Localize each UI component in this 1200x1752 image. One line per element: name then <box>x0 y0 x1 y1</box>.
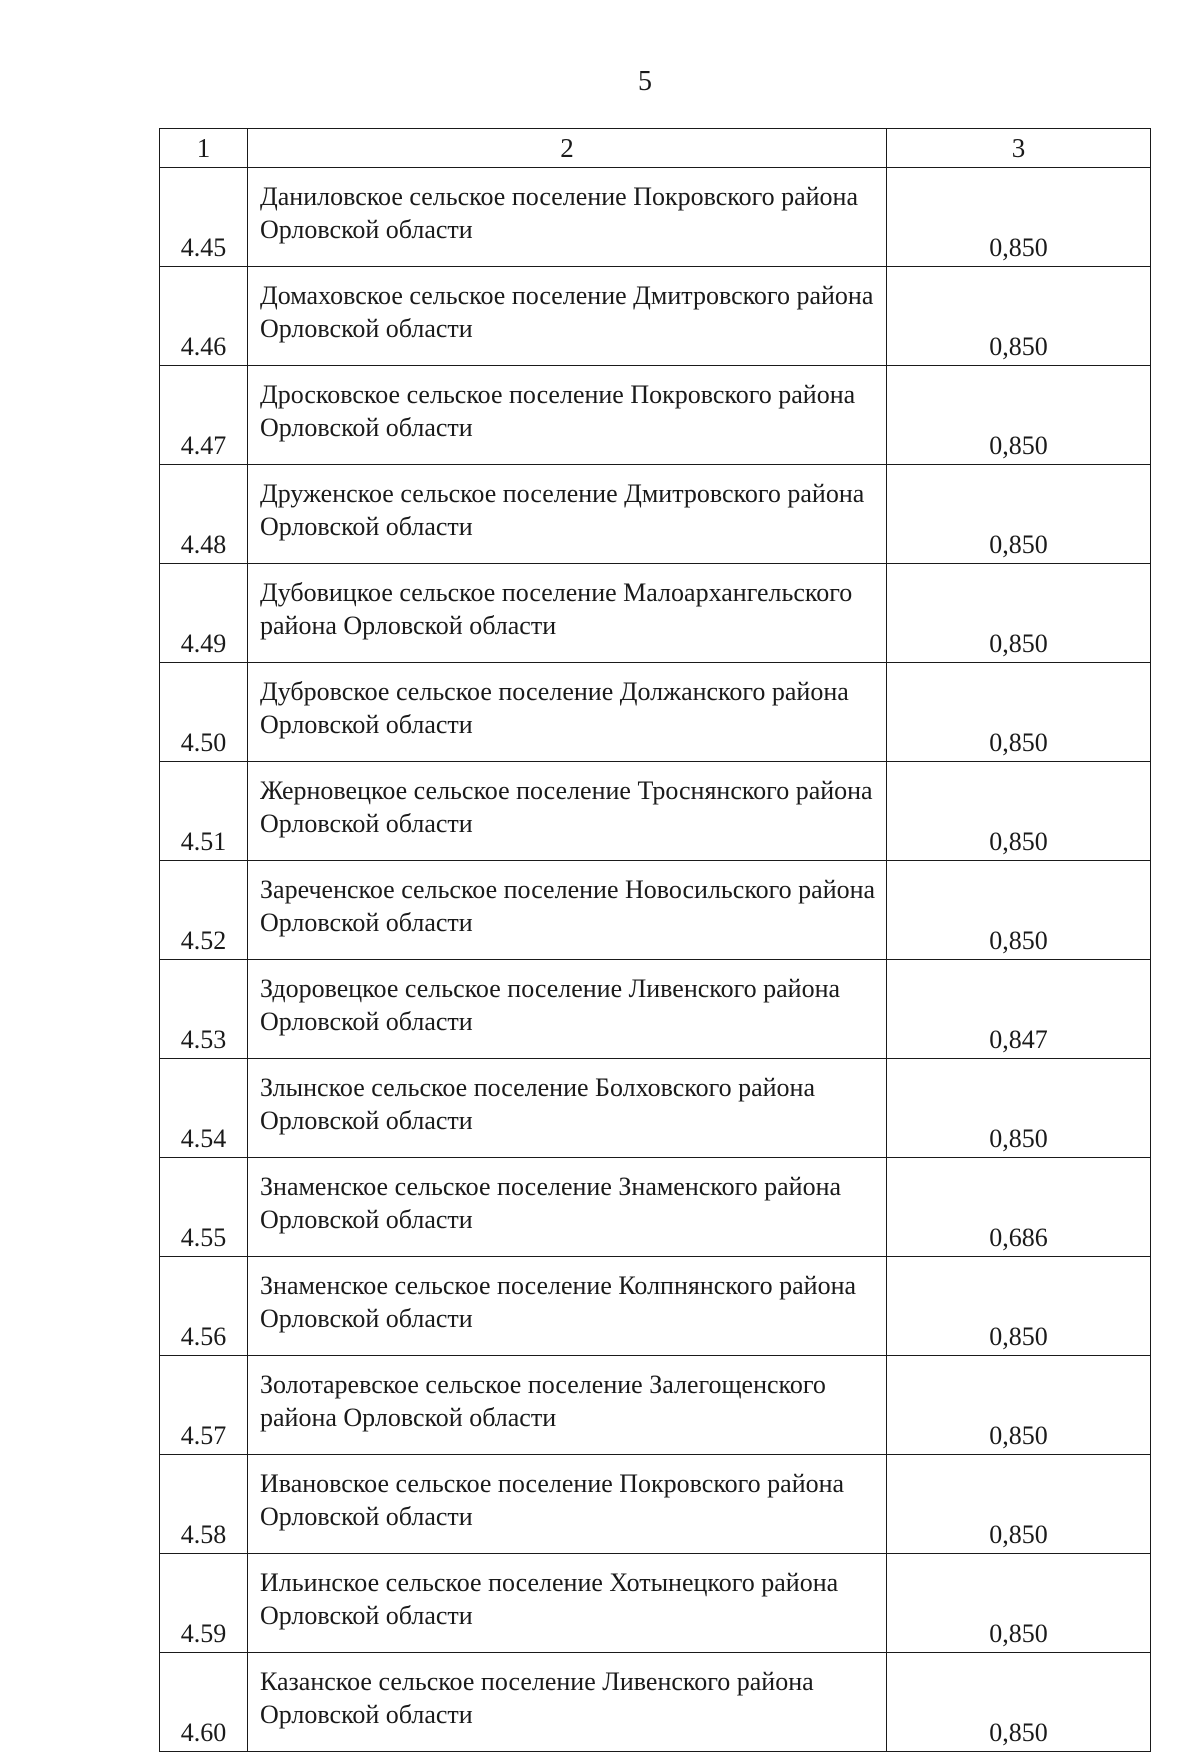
coefficient-value-cell: 0,850 <box>887 564 1151 663</box>
page-number: 5 <box>638 66 652 97</box>
coefficient-value-cell: 0,850 <box>887 861 1151 960</box>
header-cell-2: 2 <box>248 129 887 168</box>
row-number-cell: 4.55 <box>160 1158 248 1257</box>
coefficient-value-cell: 0,850 <box>887 1356 1151 1455</box>
table-row <box>160 762 1151 861</box>
coefficient-value-cell: 0,850 <box>887 366 1151 465</box>
table-row <box>160 1554 1151 1653</box>
header-cell-1: 1 <box>160 129 248 168</box>
coefficient-value-cell: 0,850 <box>887 1059 1151 1158</box>
settlement-name-cell: Домаховское сельское поселение Дмитровского района Орловской области <box>248 267 887 366</box>
coefficient-value-cell: 0,686 <box>887 1158 1151 1257</box>
coefficients-table <box>159 128 1151 1752</box>
settlement-name-cell: Даниловское сельское поселение Покровского района Орловской области <box>248 168 887 267</box>
table-row <box>160 960 1151 1059</box>
table-row <box>160 1455 1151 1554</box>
table-row <box>160 1257 1151 1356</box>
table-row <box>160 1059 1151 1158</box>
row-number-cell: 4.54 <box>160 1059 248 1158</box>
coefficient-value-cell: 0,850 <box>887 762 1151 861</box>
coefficient-value-cell: 0,850 <box>887 1455 1151 1554</box>
table-row <box>160 1356 1151 1455</box>
settlement-name-cell: Ильинское сельское поселение Хотынецкого района Орловской области <box>248 1554 887 1653</box>
row-number-cell: 4.51 <box>160 762 248 861</box>
coefficient-value-cell: 0,850 <box>887 168 1151 267</box>
coefficient-value-cell: 0,850 <box>887 1554 1151 1653</box>
settlement-name-cell: Знаменское сельское поселение Знаменского района Орловской области <box>248 1158 887 1257</box>
row-number-cell: 4.60 <box>160 1653 248 1752</box>
coefficient-value-cell: 0,850 <box>887 267 1151 366</box>
coefficient-value-cell: 0,850 <box>887 465 1151 564</box>
settlement-name-cell: Друженское сельское поселение Дмитровского района Орловской области <box>248 465 887 564</box>
row-number-cell: 4.47 <box>160 366 248 465</box>
row-number-cell: 4.50 <box>160 663 248 762</box>
settlement-name-cell: Знаменское сельское поселение Колпнянского района Орловской области <box>248 1257 887 1356</box>
row-number-cell: 4.46 <box>160 267 248 366</box>
row-number-cell: 4.59 <box>160 1554 248 1653</box>
table-row <box>160 465 1151 564</box>
coefficient-value-cell: 0,847 <box>887 960 1151 1059</box>
row-number-cell: 4.48 <box>160 465 248 564</box>
settlement-name-cell: Дросковское сельское поселение Покровского района Орловской области <box>248 366 887 465</box>
table-row <box>160 564 1151 663</box>
table-header-row <box>160 129 1151 168</box>
row-number-cell: 4.58 <box>160 1455 248 1554</box>
table-row <box>160 861 1151 960</box>
coefficient-value-cell: 0,850 <box>887 1257 1151 1356</box>
table-row <box>160 267 1151 366</box>
settlement-name-cell: Здоровецкое сельское поселение Ливенского района Орловской области <box>248 960 887 1059</box>
table-row <box>160 1158 1151 1257</box>
row-number-cell: 4.49 <box>160 564 248 663</box>
row-number-cell: 4.53 <box>160 960 248 1059</box>
settlement-name-cell: Дубовицкое сельское поселение Малоархангельского района Орловской области <box>248 564 887 663</box>
settlement-name-cell: Злынское сельское поселение Болховского района Орловской области <box>248 1059 887 1158</box>
table-row <box>160 366 1151 465</box>
settlement-name-cell: Ивановское сельское поселение Покровского района Орловской области <box>248 1455 887 1554</box>
settlement-name-cell: Дубровское сельское поселение Должанского района Орловской области <box>248 663 887 762</box>
table-body <box>160 129 1151 1752</box>
settlement-name-cell: Зареченское сельское поселение Новосильского района Орловской области <box>248 861 887 960</box>
table-row <box>160 168 1151 267</box>
table-row <box>160 663 1151 762</box>
coefficient-value-cell: 0,850 <box>887 663 1151 762</box>
settlement-name-cell: Жерновецкое сельское поселение Троснянского района Орловской области <box>248 762 887 861</box>
header-cell-3: 3 <box>887 129 1151 168</box>
row-number-cell: 4.52 <box>160 861 248 960</box>
settlement-name-cell: Казанское сельское поселение Ливенского района Орловской области <box>248 1653 887 1752</box>
row-number-cell: 4.57 <box>160 1356 248 1455</box>
coefficient-value-cell: 0,850 <box>887 1653 1151 1752</box>
row-number-cell: 4.45 <box>160 168 248 267</box>
settlement-name-cell: Золотаревское сельское поселение Залегощенского района Орловской области <box>248 1356 887 1455</box>
table-row <box>160 1653 1151 1752</box>
row-number-cell: 4.56 <box>160 1257 248 1356</box>
